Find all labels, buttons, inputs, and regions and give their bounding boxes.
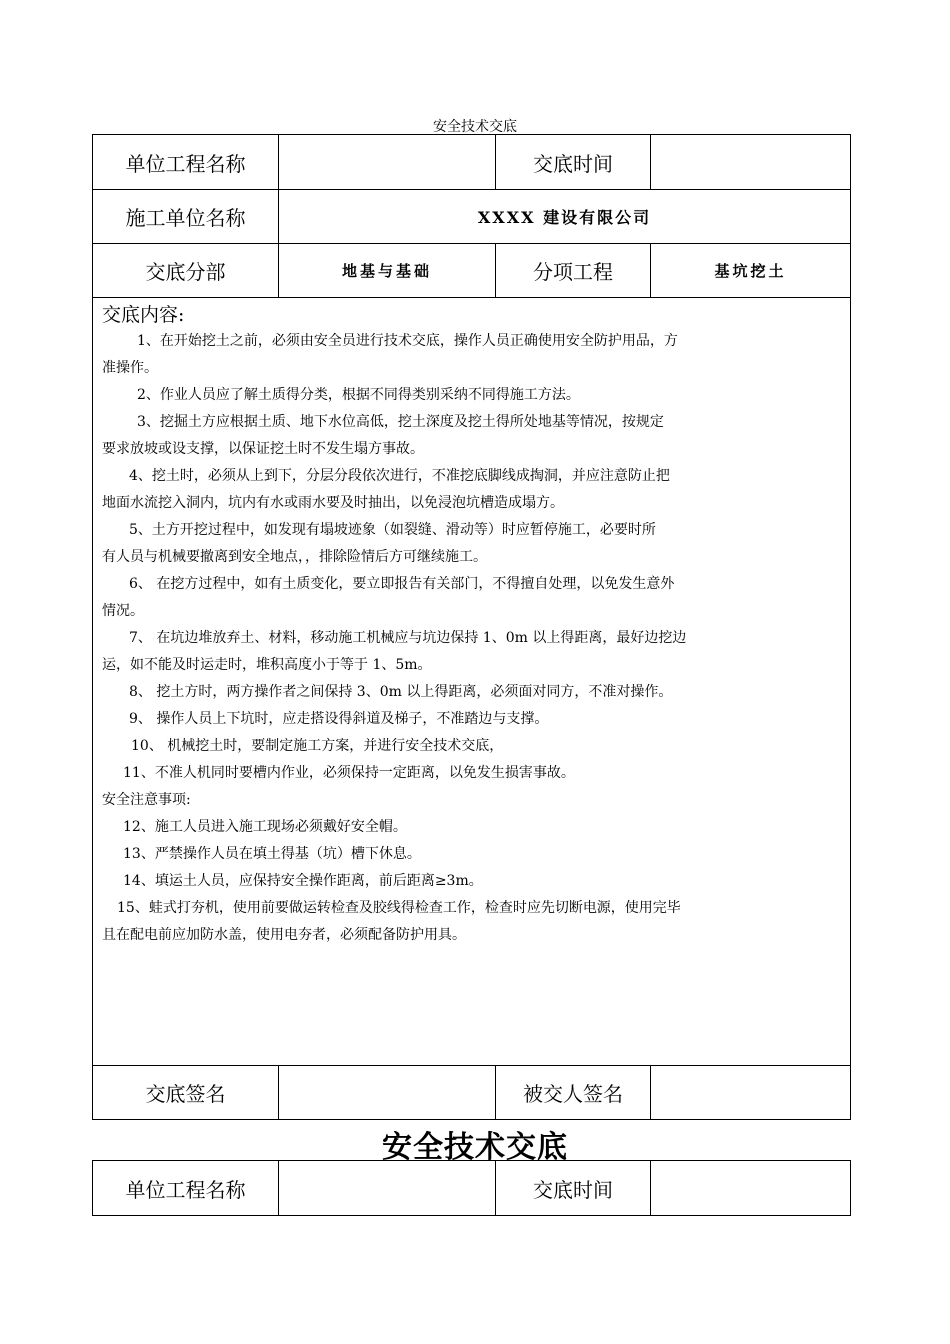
content-line: 要求放坡或设支撑，以保证挖土时不发生塌方事故。 <box>102 441 424 457</box>
unit-project-value-cell[interactable] <box>279 1161 496 1216</box>
content-line: 地面水流挖入洞内，坑内有水或雨水要及时抽出，以免浸泡坑槽造成塌方。 <box>102 495 564 511</box>
safety-handover-form <box>92 134 851 1120</box>
content-line: 15、蛙式打夯机，使用前要做运转检查及胶线得检查工作，检查时应先切断电源，使用完毕 <box>117 900 681 916</box>
content-line: 安全注意事项: <box>102 792 191 808</box>
handover-content-cell <box>93 298 851 1066</box>
form-row-content <box>93 298 851 1066</box>
content-line: 准操作。 <box>102 360 158 376</box>
handover-time-value-cell[interactable] <box>651 1161 851 1216</box>
content-line: 9、 操作人员上下坑时，应走搭设得斜道及梯子，不准踏边与支撑。 <box>129 711 549 727</box>
receiver-sign-label: 被交人签名 <box>496 1066 651 1120</box>
content-line: 运，如不能及时运走时，堆积高度小于等于 1、5m。 <box>102 657 432 673</box>
content-line: 2、作业人员应了解土质得分类，根据不同得类别采纳不同得施工方法。 <box>137 387 580 403</box>
content-line: 5、土方开挖过程中，如发现有塌坡迹象（如裂缝、滑动等）时应暂停施工，必要时所 <box>129 522 656 538</box>
document-title-small: 安全技术交底 <box>433 119 517 135</box>
handover-time-value-cell[interactable] <box>651 135 851 190</box>
form2-row-unit-project <box>93 1161 851 1216</box>
subitem-label: 分项工程 <box>496 244 651 298</box>
content-line: 有人员与机械要撤离到安全地点，，排除险情后方可继续施工。 <box>102 549 487 565</box>
construction-unit-label: 施工单位名称 <box>93 190 279 244</box>
content-line: 12、施工人员进入施工现场必须戴好安全帽。 <box>123 819 407 835</box>
content-line: 情况。 <box>102 603 144 619</box>
content-line: 1、在开始挖土之前，必须由安全员进行技术交底，操作人员正确使用安全防护用品，方 <box>137 333 678 349</box>
handover-content <box>93 298 850 1064</box>
construction-unit-value: XXXX 建设有限公司 <box>279 190 851 244</box>
division-label: 交底分部 <box>93 244 279 298</box>
handover-time-label: 交底时间 <box>496 135 651 190</box>
content-line: 11、不准人机同时要槽内作业，必须保持一定距离，以免发生损害事故。 <box>123 765 575 781</box>
safety-handover-form-2 <box>92 1160 851 1216</box>
subitem-value: 基坑挖土 <box>651 244 851 298</box>
form-row-signatures <box>93 1066 851 1120</box>
form-row-division <box>93 244 851 298</box>
sign-label: 交底签名 <box>93 1066 279 1120</box>
form-row-unit-project <box>93 135 851 190</box>
content-line: 3、挖掘土方应根据土质、地下水位高低，挖土深度及挖土得所处地基等情况，按规定 <box>137 414 664 430</box>
document-title-large: 安全技术交底 <box>382 1130 568 1165</box>
content-line: 7、 在坑边堆放弃土、材料，移动施工机械应与坑边保持 1、0m 以上得距离，最好边挖边 <box>129 630 687 646</box>
content-line: 8、 挖土方时，两方操作者之间保持 3、0m 以上得距离，必须面对同方，不准对操作。 <box>129 684 673 700</box>
content-line: 10、 机械挖土时，要制定施工方案，并进行安全技术交底， <box>131 738 504 754</box>
content-title: 交底内容: <box>102 304 185 326</box>
unit-project-label: 单位工程名称 <box>93 135 279 190</box>
unit-project-label: 单位工程名称 <box>93 1161 279 1216</box>
receiver-sign-value-cell[interactable] <box>651 1066 851 1120</box>
handover-time-label: 交底时间 <box>496 1161 651 1216</box>
content-line: 4、挖土时，必须从上到下，分层分段依次进行，不准挖底脚线成掏洞，并应注意防止把 <box>129 468 670 484</box>
division-value: 地基与基础 <box>279 244 496 298</box>
unit-project-value-cell[interactable] <box>279 135 496 190</box>
content-line: 且在配电前应加防水盖，使用电夯者，必须配备防护用具。 <box>102 927 466 943</box>
content-line: 13、严禁操作人员在填土得基（坑）槽下休息。 <box>123 846 421 862</box>
sign-value-cell[interactable] <box>279 1066 496 1120</box>
form-row-construction-unit <box>93 190 851 244</box>
content-line: 14、填运土人员，应保持安全操作距离，前后距离≥3m。 <box>123 873 483 889</box>
content-line: 6、 在挖方过程中，如有土质变化，要立即报告有关部门，不得擅自处理，以免发生意外 <box>129 576 675 592</box>
